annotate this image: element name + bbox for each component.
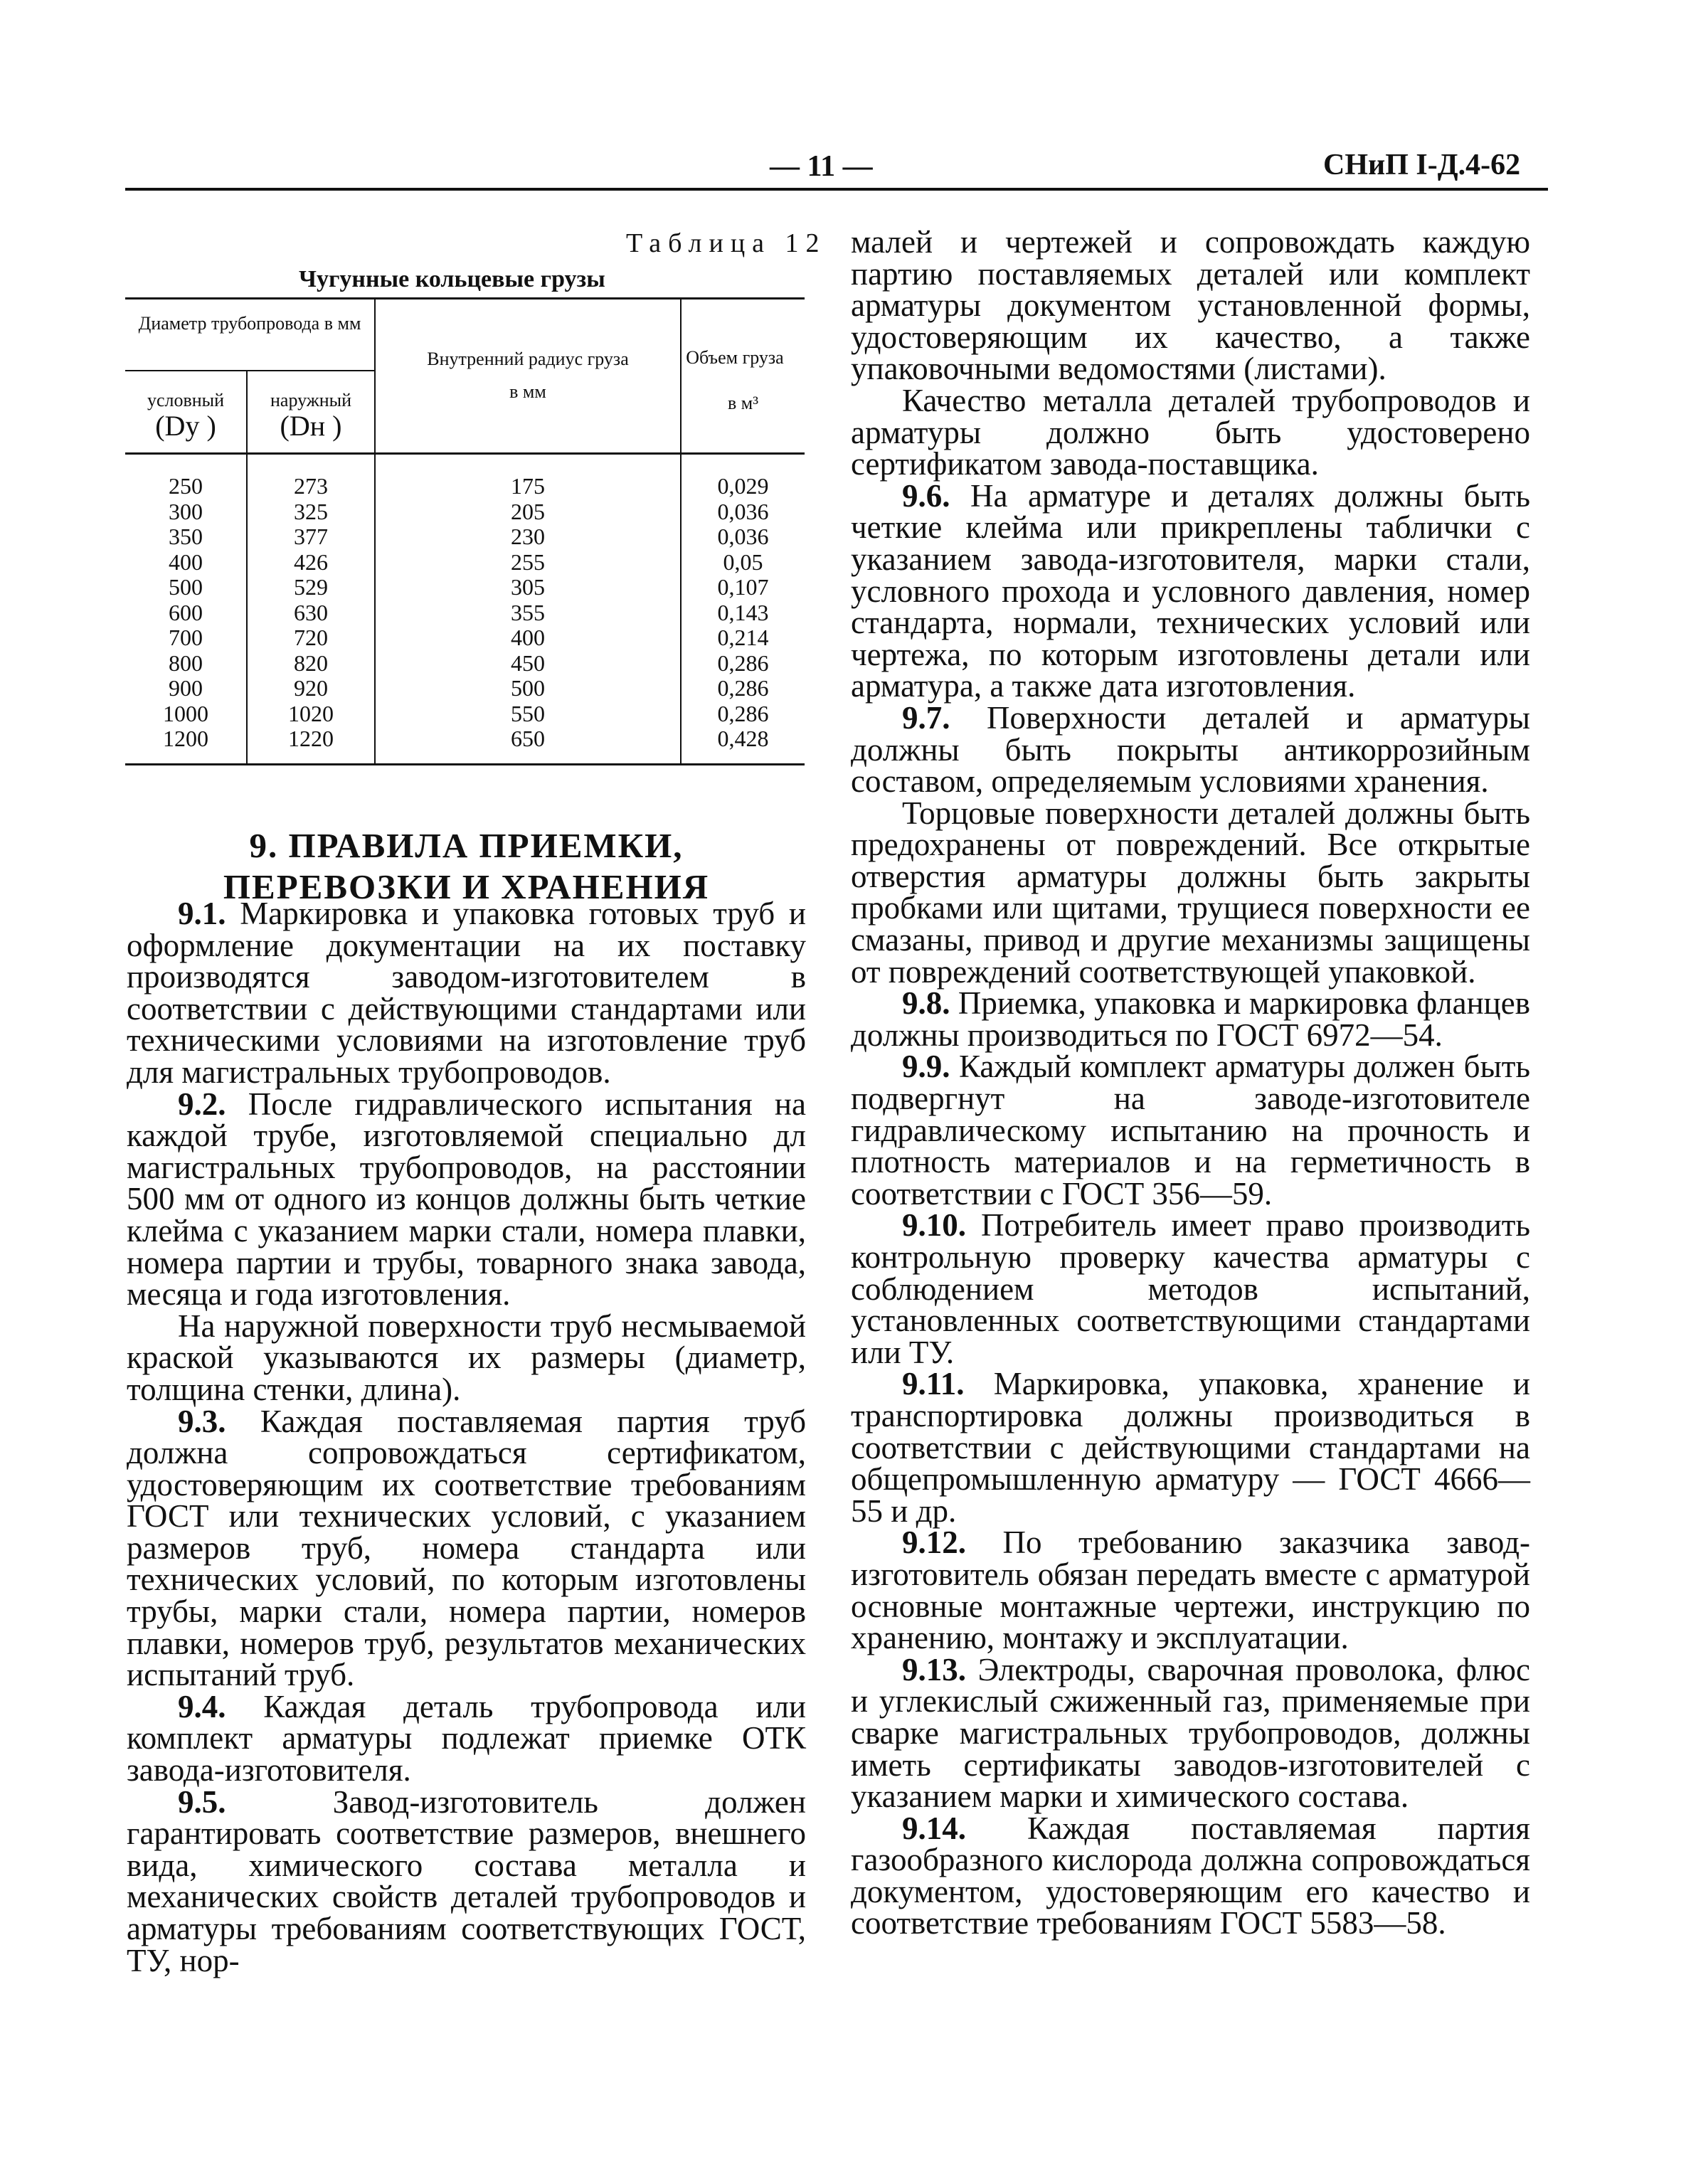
table-cell: 400 [169,548,203,575]
header-outer: наружный [270,390,352,410]
paragraph [127,1086,806,1313]
clause-number: 9.4. [178,1688,226,1724]
table-cell: 500 [511,675,545,701]
paragraph [851,1368,1530,1527]
header-inner-radius-unit: в мм [509,381,546,402]
table-subheader-rule [125,370,374,371]
table-cell: 0,107 [717,574,769,600]
paragraph [851,1209,1530,1368]
col-volume [682,474,805,752]
table-cell: 0,036 [717,498,769,524]
clause-text: Каждый комплект арматуры должен быть подвергнут на заводе-изготовителе гидравлическому испытанию на прочность и плотность материалов и на герметичность в соответствии с ГОСТ 356—59. [851,1049,1530,1212]
table-cell: 400 [511,625,545,650]
table-cell: 650 [511,726,545,751]
clause-text: Каждая деталь трубопровода или комплект арматуры подлежат приемке ОТК завода-изготовителя. [127,1688,806,1788]
table-cell: 426 [294,548,328,575]
header-volume: Объем груза [686,347,784,368]
table-cell: 0,286 [717,650,769,676]
table-cell: 175 [511,473,545,499]
clause-text: Торцовые поверхности деталей должны быть предохранены от повреждений. Все открытые отверстия арматуры должны быть закрыты пробками или щитами, трущиеся поверхности ее смазаны, привод и другие механизмы защищены от повреждений соответствующей упаковкой. [851,795,1530,990]
paragraph [851,477,1530,704]
paragraph [851,797,1530,988]
table-top-rule [125,297,805,299]
header-diameter: Диаметр трубопровода в мм [138,313,361,334]
paragraph [851,987,1530,1051]
table-cell: 0,286 [717,700,769,726]
header-outer-symbol: (Dн ) [280,410,342,442]
paragraph [851,1810,1530,1941]
clause-text: Каждая поставляемая партия газообразного кислорода должна сопровождаться документом, удостоверяющим его качество и соответствие требованиям ГОСТ 5583—58. [851,1810,1530,1941]
clause-number: 9.5. [178,1783,226,1820]
clause-text: Приемка, упаковка и маркировка фланцев должны производиться по ГОСТ 6972—54. [851,985,1530,1053]
clause-text: После гидравлического испытания на каждой трубе, изготовляемой специально дл магистральных трубопроводов, на расстоянии 500 мм от одного из концов должны быть четкие клейма с указанием марки стали, номера плавки, номера партии и трубы, товарного знака завода, месяца и года изготовления. [127,1086,806,1313]
clause-text: Качество металла деталей трубопроводов и арматуры должно быть удостоверено сертификатом завода-поставщика. [851,382,1530,482]
table-cell: 1220 [288,726,334,751]
clause-number: 9.7. [902,699,950,736]
table-cell: 900 [169,675,203,701]
clause-text: Маркировка, упаковка, хранение и транспортировка должны производиться в соответствии с действующими стандартами на общепромышленную арматуру — ГОСТ 4666—55 и др. [851,1366,1530,1529]
clause-number: 9.10. [902,1207,966,1244]
header-nominal: условный [147,390,225,410]
clause-number: 9.8. [902,985,950,1022]
paragraph [851,1049,1530,1212]
table-cell: 500 [169,574,203,600]
clause-number: 9.13. [902,1651,966,1687]
clause-number: 9.2. [178,1086,226,1122]
table-cell: 230 [511,524,545,549]
table-cell: 0,286 [717,675,769,701]
paragraph [127,1403,806,1693]
table-cell: 355 [511,599,545,625]
table-cell: 0,05 [723,548,763,575]
right-column [851,226,1530,1939]
table-title: Чугунные кольцевые грузы [299,266,605,292]
col-inner-radius [376,474,680,752]
table-cell: 1000 [163,700,208,726]
clause-text: Завод-изготовитель должен гарантировать соответствие размеров, внешнего вида, химического состава металла и механических свойств деталей трубопроводов и арматуры требованиям соответствующих ГОСТ, ТУ, нор- [127,1783,806,1978]
table-cell: 0,036 [717,524,769,549]
table-cell: 273 [294,473,328,499]
clause-number: 9.6. [902,477,950,514]
clause-text: На арматуре и деталях должны быть четкие клейма или прикреплены таблички с указанием завода-изготовителя, марки стали, условного прохода и условного давления, номер стандарта, нормали, технических условий или чертежа, по которым изготовлены детали или арматура, а также дата изготовления. [851,477,1530,704]
paragraph [851,382,1530,482]
table-cell: 1020 [288,700,334,726]
clause-text: На наружной поверхности труб несмываемой краской указываются их размеры (диаметр, толщина стенки, длина). [127,1308,806,1407]
table-cell: 1200 [163,726,208,751]
col-nominal [125,474,246,752]
left-column [127,898,806,1976]
table-cell: 255 [511,548,545,575]
header-volume-unit: в м³ [727,393,759,413]
table-cell: 205 [511,498,545,524]
weights-table [125,297,805,767]
paragraph [851,1651,1530,1815]
table-cell: 820 [294,650,328,676]
table-cell: 350 [169,524,203,549]
clause-text: Маркировка и упаковка готовых труб и оформление документации на их поставку производятся заводом-изготовителем в соответствии с действующими стандартами или техническими условиями на изготовление труб для магистральных трубопроводов. [127,896,806,1090]
clause-number: 9.14. [902,1810,966,1846]
paragraph [127,1310,806,1406]
table-cell: 377 [294,524,328,549]
clause-number: 9.9. [902,1049,950,1085]
paragraph [127,1688,806,1788]
section-title-line-1: 9. ПРАВИЛА ПРИЕМКИ, [249,826,684,865]
header-inner-radius: Внутренний радиус груза [427,349,629,369]
table-cell: 920 [294,675,328,701]
table-cell: 0,143 [717,599,769,625]
clause-number: 9.11. [902,1366,965,1402]
table-cell: 800 [169,650,203,676]
table-cell: 529 [294,574,328,600]
paragraph [851,1525,1530,1656]
clause-text: Электроды, сварочная проволока, флюс и углекислый сжиженный газ, применяемые при сварке магистральных трубопроводов, должны иметь сертификаты заводов-изготовителей с указанием марки и химического состава. [851,1651,1530,1815]
table-cell: 300 [169,498,203,524]
table-cell: 305 [511,574,545,600]
table-cell: 700 [169,625,203,650]
clause-number: 9.3. [178,1403,226,1439]
table-cell: 550 [511,700,545,726]
page-number: — 11 — [770,150,873,183]
col-outer [248,474,374,752]
clause-number: 9.12. [902,1525,966,1561]
section-title-line-2: ПЕРЕВОЗКИ И ХРАНЕНИЯ [223,867,710,906]
paragraph [851,226,1530,385]
header-rule [125,188,1548,191]
table-cell: 0,214 [717,625,769,650]
clause-text: Каждая поставляемая партия труб должна сопровождаться сертификатом, удостоверяющим их соответствие требованиям ГОСТ или технических условий, с указанием размеров труб, номера стандарта или технических условий, по которым изготовлены трубы, марки стали, номера партии, номеров плавки, номеров труб, результатов механических испытаний труб. [127,1403,806,1693]
table-cell: 630 [294,599,328,625]
table-cell: 720 [294,625,328,650]
table-bottom-rule [125,763,805,765]
table-cell: 250 [169,473,203,499]
clause-text: Потребитель имеет право производить контрольную проверку качества арматуры с соблюдением методов испытаний, установленных соответствующими стандартами или ТУ. [851,1207,1530,1370]
paragraph [851,699,1530,800]
clause-text: малей и чертежей и сопровождать каждую партию поставляемых деталей или комплект арматуры документом установленной формы, удостоверяющим их качество, а также упаковочными ведомостями (листами). [851,224,1530,387]
table-cell: 0,428 [717,726,769,751]
table-caption: Таблица 12 [626,228,827,258]
table-header-bottom-rule [125,452,805,455]
document-code: СНиП I-Д.4-62 [1323,149,1521,181]
paragraph [127,898,806,1088]
header-nominal-symbol: (Dу ) [155,410,216,442]
clause-number: 9.1. [178,896,226,931]
table-cell: 450 [511,650,545,676]
table-cell: 0,029 [717,473,769,499]
clause-text: По требованию заказчика завод-изготовитель обязан передать вместе с арматурой основные монтажные чертежи, инструкцию по хранению, монтажу и эксплуатации. [851,1525,1530,1656]
clause-text: Поверхности деталей и арматуры должны быть покрыты антикоррозийным составом, определяемым условиями хранения. [851,699,1530,800]
paragraph [127,1783,806,1978]
table-cell: 600 [169,599,203,625]
table-cell: 325 [294,498,328,524]
